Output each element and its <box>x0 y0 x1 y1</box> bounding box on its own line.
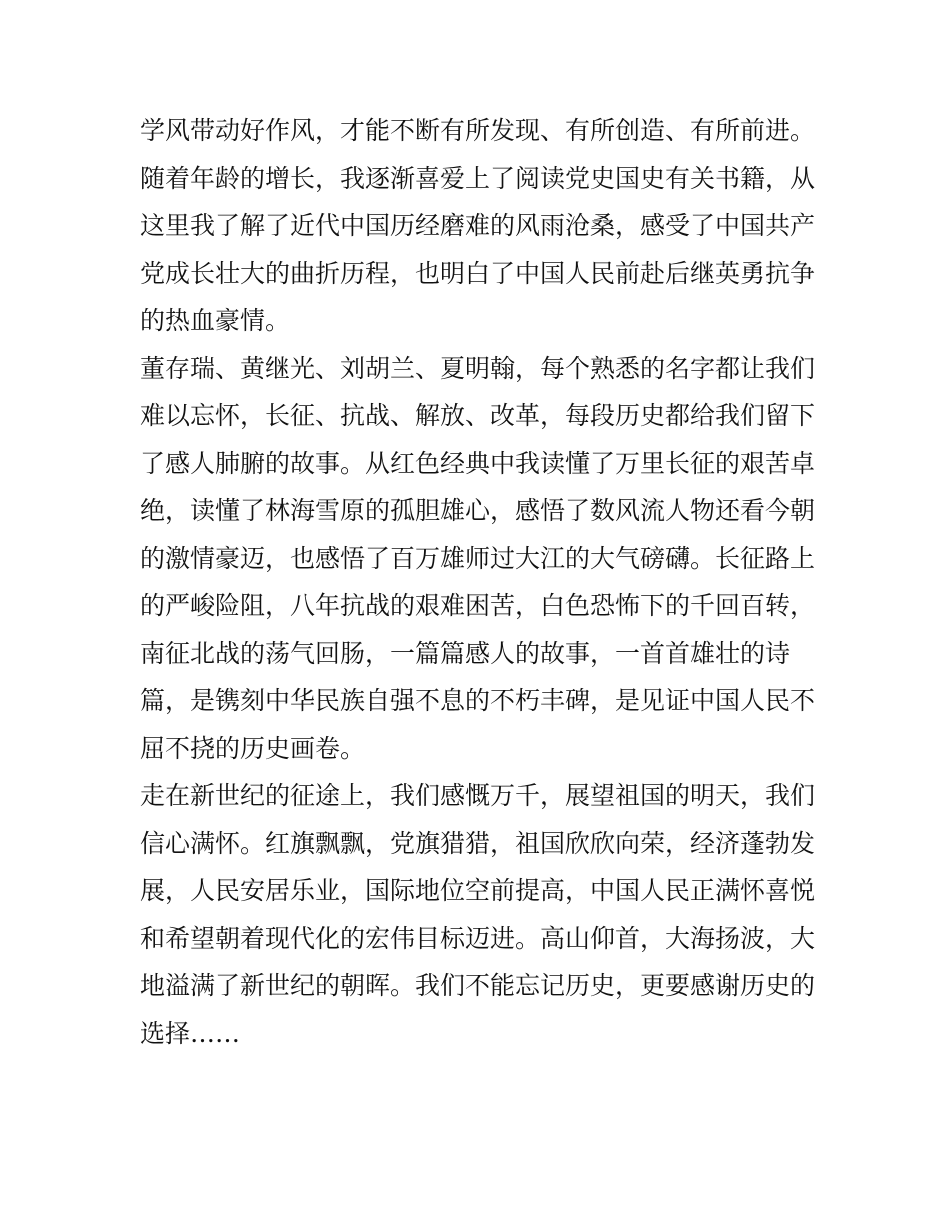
text-line: 学风带动好作风，才能不断有所发现、有所创造、有所前进。 <box>140 116 816 145</box>
text-line: 随着年龄的增长，我逐渐喜爱上了阅读党史国史有关书籍，从 <box>140 163 816 193</box>
text-line: 和希望朝着现代化的宏伟目标迈进。高山仰首，大海扬波，大 <box>140 923 816 953</box>
text-line: 地溢满了新世纪的朝晖。我们不能忘记历史，更要感谢历史的 <box>140 971 816 1000</box>
text-line: 篇，是镌刻中华民族自强不息的不朽丰碑，是见证中国人民不 <box>140 686 816 715</box>
text-line: 了感人肺腑的故事。从红色经典中我读懂了万里长征的艰苦卓 <box>140 448 816 478</box>
text-line: 党成长壮大的曲折历程，也明白了中国人民前赴后继英勇抗争 <box>140 258 816 288</box>
text-line: 的热血豪情。 <box>140 306 291 335</box>
document-body <box>140 107 820 1057</box>
text-line: 南征北战的荡气回肠，一篇篇感人的故事，一首首雄壮的诗 <box>140 638 791 668</box>
text-line: 难以忘怀，长征、抗战、解放、改革，每段历史都给我们留下 <box>140 401 816 430</box>
text-line: 这里我了解了近代中国历经磨难的风雨沧桑，感受了中国共产 <box>140 211 816 240</box>
text-line: 走在新世纪的征途上，我们感慨万千，展望祖国的明天，我们 <box>140 781 816 810</box>
text-line: 信心满怀。红旗飘飘，党旗猎猎，祖国欣欣向荣，经济蓬勃发 <box>140 828 816 858</box>
text-line: 绝，读懂了林海雪原的孤胆雄心，感悟了数风流人物还看今朝 <box>140 496 816 525</box>
text-line: 选择…… <box>140 1018 241 1048</box>
text-line: 的严峻险阻，八年抗战的艰难困苦，白色恐怖下的千回百转， <box>140 591 816 620</box>
text-line: 董存瑞、黄继光、刘胡兰、夏明翰，每个熟悉的名字都让我们 <box>140 353 816 383</box>
text-line: 的激情豪迈，也感悟了百万雄师过大江的大气磅礴。长征路上 <box>140 543 816 573</box>
text-line: 屈不挠的历史画卷。 <box>140 733 366 763</box>
text-line: 展，人民安居乐业，国际地位空前提高，中国人民正满怀喜悦 <box>140 876 816 905</box>
